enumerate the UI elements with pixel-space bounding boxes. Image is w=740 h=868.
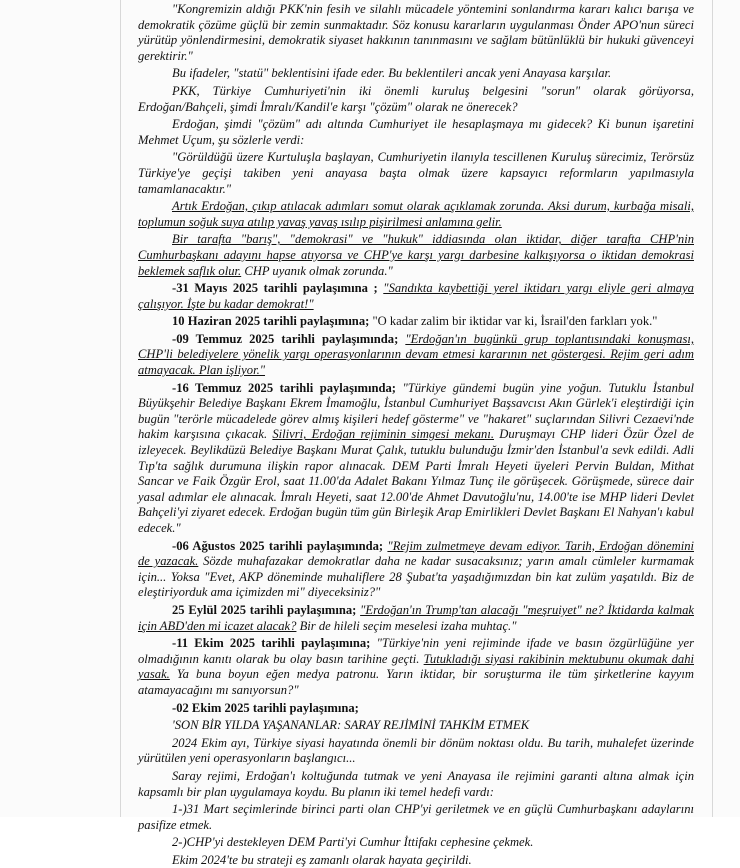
paragraph — [138, 802, 694, 833]
paragraph-text: 'SON BİR YILDA YAŞANANLAR: SARAY REJİMİNİ TAHKİM ETMEK — [172, 718, 529, 732]
paragraph-text: Duruşmayı CHP lideri Özür Özel de izleyecek. Beylikdüzü Belediye Başkanı Murat Çalık, tutuklu bulunduğu İzmir'den İstanbul'a sevk edildi. Adli Tıp'ta sağlık durumuna ilişkin rapor alınacak. DEM Parti İmralı Heyeti üyeleri Pervin Buldan, Mithat Sancar ve Faik Özgür Erol, saat 11.00'da Adalet Bakanı Yılmaz Tunç ile görüşecek. Görüşmede, sürece dair yasal adımlar ele alınacak. İmralı Heyeti, saat 12.00'de Ahmet Davutoğlu'nu, 14.00'te ise MHP lideri Devlet Bahçeli'yi ziyaret edecek. Erdoğan bugün tüm gün Birleşik Arap Emirlikleri Devlet Başkanı El Nahyan'ı kabul edecek." — [138, 427, 694, 535]
paragraph — [138, 66, 694, 82]
paragraph-text: "Görüldüğü üzere Kurtuluşla başlayan, Cumhuriyetin ilanıyla tescillenen Kuruluş sürecimiz, Terörsüz Türkiye'ye geçişi takiben yeni anayasa başta olmak üzere kapsayıcı reformların yapılmasıyla tamamlanacaktır." — [138, 150, 694, 195]
post-date-label: 10 Haziran 2025 tarihli paylaşımına; — [172, 314, 372, 328]
post-date-label: -11 Ekim 2025 tarihli paylaşımına; — [172, 636, 377, 650]
paragraph — [138, 853, 694, 868]
paragraph — [138, 314, 694, 330]
paragraph-text: 1-)31 Mart seçimlerinde birinci parti olan CHP'yi geriletmek ve en güçlü Cumhurbaşkanı adaylarını pasifize etmek. — [138, 802, 694, 832]
underlined-text: Silivri, Erdoğan rejiminin simgesi mekanı. — [272, 427, 494, 441]
paragraph-text: "Kongremizin aldığı PKK'nin fesih ve silahlı mücadele yöntemini sonlandırma kararı kalıcı barışa ve demokratik çözüme güçlü bir zemin sunmaktadır. Söz konusu kararların uygulanması Önder APO'nun süreci yürütüp yönlendirmesini, demokratik siyaset hakkının tanınmasını ve sağlam bütünlüklü bir hukuki güvenceyi gerektirir." — [138, 2, 694, 63]
underlined-text: Bir tarafta "barış", "demokrasi" ve "hukuk" iddiasında olan iktidar, diğer tarafta CHP'nin Cumhurbaşkanı adayını hapse atıyorsa ve CHP'ye karşı yargı darbesine kalkışıyorsa o iktidan demokrasi beklemek saflık olur. — [138, 232, 694, 277]
underlined-text: "Erdoğan'ın Trump'tan alacağı "meşruiyet" ne? İktidarda kalmak için ABD'den mi icazet alacak? — [138, 603, 694, 633]
paragraph — [138, 232, 694, 279]
paragraph-text: Ekim 2024'te bu strateji eş zamanlı olarak hayata geçirildi. — [172, 853, 472, 867]
underlined-text: "Erdoğan'ın bugünkü grup toplantısındaki konuşması, CHP'li belediyelere yönelik yargı operasyonlarının devam etmesi kararının net göstergesi. Rejim geri adım atmayacak. Plan işliyor." — [138, 332, 694, 377]
underlined-text: "Rejim zulmetmeye devam ediyor. Tarih, Erdoğan dönemini de yazacak. — [138, 539, 694, 569]
paragraph — [138, 381, 694, 537]
post-date-label: -06 Ağustos 2025 tarihli paylaşımında; — [172, 539, 387, 553]
paragraph — [138, 199, 694, 230]
paragraph — [138, 701, 694, 717]
paragraph — [138, 636, 694, 698]
paragraph — [138, 835, 694, 851]
paragraph-text: 2024 Ekim ayı, Türkiye siyasi hayatında önemli bir dönüm noktası oldu. Bu tarih, muhalefet üzerinde yürütülen yeni operasyonların başlangıcı... — [138, 736, 694, 766]
paragraph — [138, 2, 694, 64]
post-date-label: -09 Temmuz 2025 tarihli paylaşımında; — [172, 332, 405, 346]
underlined-text: Artık Erdoğan, çıkıp atılacak adımları somut olarak açıklamak zorunda. Aksi durum, kurbağa misali, toplumun soğuk suya atılıp yavaş yavaş ısılıp pişirilmesi anlamına gelir. — [138, 199, 694, 229]
paragraph-text: Ya buna boyun eğen medya patronu. Yarın iktidar, bir soruşturma ile tüm şirketlerine kayyım atamayacağını mı sanıyorsun?" — [138, 667, 694, 697]
paragraph-text: Bir de hileli seçim meselesi izaha muhtaç." — [296, 619, 516, 633]
underlined-text: "Sandıkta kaybettiği yerel iktidarı yargı eliyle geri almaya çalışıyor. İşte bu kadar demokrat!" — [138, 281, 694, 311]
paragraph — [138, 84, 694, 115]
document-page — [120, 0, 712, 817]
paragraph-text: Saray rejimi, Erdoğan'ı koltuğunda tutmak ve yeni Anayasa ile rejimini garanti altına almak için kapsamlı bir plan uygulamaya koydu. Bu planın iki temel hedefi vardı: — [138, 769, 694, 799]
paragraph-text: Erdoğan, şimdi "çözüm" adı altında Cumhuriyet ile hesaplaşmaya mı gidecek? Ki bunun işaretini Mehmet Uçum, şu sözlerle verdi: — [138, 117, 694, 147]
paragraph-text: "O kadar zalim bir iktidar var ki, İsrail'den farkları yok." — [372, 314, 657, 328]
paragraph — [138, 603, 694, 634]
paragraph — [138, 539, 694, 601]
paragraph — [138, 117, 694, 148]
post-date-label: -16 Temmuz 2025 tarihli paylaşımında; — [172, 381, 402, 395]
paragraph — [138, 281, 694, 312]
post-date-label: -31 Mayıs 2025 tarihli paylaşımına ; — [172, 281, 383, 295]
paragraph — [138, 150, 694, 197]
paragraph-text: Sözde muhafazakar demokratlar daha ne kadar susacaksınız; yarın amalı cümleler kurmamak için... Yoksa "Evet, AKP döneminde muhaliflere 28 Şubat'ta yaşadığımızdan bin kat zulüm yaşatıldı. Biz de eleştiriyorduk ama içimizden mi" diyeceksiniz?" — [138, 554, 694, 599]
post-date-label: -02 Ekim 2025 tarihli paylaşımına; — [172, 701, 359, 715]
paragraph-text: "Türkiye gündemi bugün yine yoğun. Tutuklu İstanbul Büyükşehir Belediye Başkanı Ekrem İmamoğlu, İstanbul Cumhuriyet Başsavcısı Akın Gürlek'i eleştirdiği için bugün "terörle mücadelede görev almış kişileri hedef gösterme" ve "hakaret" suçlarından Silivri Cezaevi'nde hakim karşısına çıkacak. — [138, 381, 694, 442]
paragraph — [138, 718, 694, 734]
paragraph — [138, 736, 694, 767]
underlined-text: Tutukladığı siyasi rakibinin mektubunu okumak dahi yasak. — [138, 652, 694, 682]
paragraph-text: 2-)CHP'yi destekleyen DEM Parti'yi Cumhur İttifakı cephesine çekmek. — [172, 835, 533, 849]
paragraph-text: "Türkiye'nin yeni rejiminde ifade ve basın özgürlüğüne yer olmadığının kanıtı olarak bu olay basın tarihine geçti. — [138, 636, 694, 666]
post-date-label: 25 Eylül 2025 tarihli paylaşımına; — [172, 603, 360, 617]
paragraph — [138, 769, 694, 800]
paragraph-text: PKK, Türkiye Cumhuriyeti'nin iki önemli kuruluş belgesini "sorun" olarak görüyorsa, Erdoğan/Bahçeli, şimdi İmralı/Kandil'e karşı "çözüm" olarak ne önerecek? — [138, 84, 694, 114]
paragraph-text: Bu ifadeler, "statü" beklentisini ifade eder. Bu beklentileri ancak yeni Anayasa karşılar. — [172, 66, 611, 80]
page-edge-right — [712, 0, 713, 817]
paragraph-text: CHP uyanık olmak zorunda." — [241, 264, 393, 278]
paragraph — [138, 332, 694, 379]
